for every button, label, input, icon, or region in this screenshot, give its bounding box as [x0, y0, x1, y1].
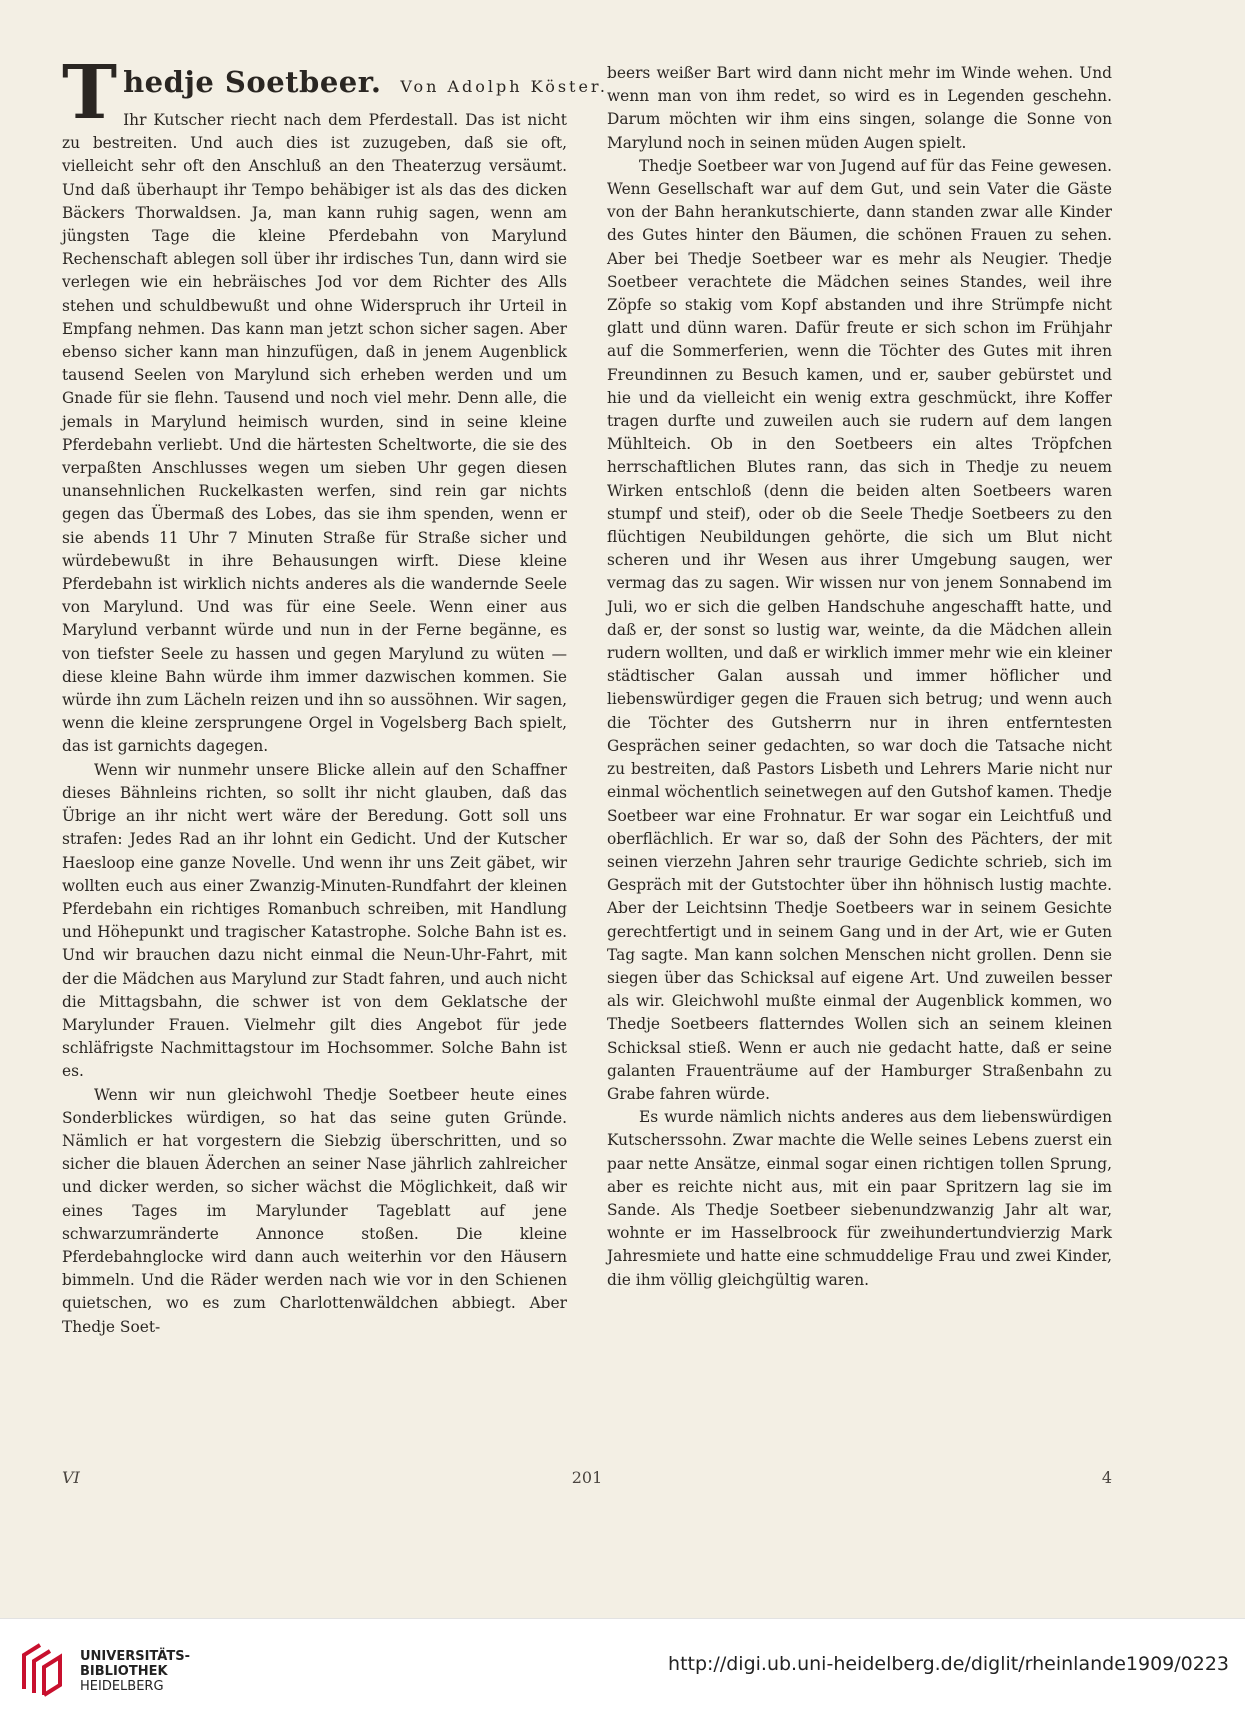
library-name: UNIVERSITÄTS- BIBLIOTHEK HEIDELBERG [80, 1649, 190, 1694]
right-column [607, 62, 1112, 1292]
gathering-number: 4 [1101, 1468, 1112, 1487]
drop-cap: T [62, 50, 118, 136]
paragraph: Es wurde nämlich nichts anderes aus dem liebenswürdigen Kutscherssohn. Zwar machte die Welle seines Lebens zuerst ein paar nette Ansätze, einmal sogar einen richtigen tollen Sprung, aber es reichte nicht aus, mit ein paar Spritzern lag sie im Sande. Als Thedje Soetbeer siebenundzwanzig Jahr alt war, wohnte er im Hasselbroock für zweihundertundvierzig Mark Jahresmiete und hatte eine schmuddelige Frau und zwei Kinder, die ihm völlig gleichgültig waren. [607, 1108, 1112, 1289]
library-bar [0, 1618, 1245, 1719]
article-heading [62, 50, 608, 136]
paragraph: beers weißer Bart wird dann nicht mehr im Winde wehen. Und wenn man von ihm redet, so wird es in Legenden geschehn. Darum möchten wir ihm eins singen, solange die Sonne von Marylund noch in seinen müden Augen spielt. [607, 64, 1112, 152]
article-title: hedje Soetbeer. [123, 65, 382, 99]
paragraph: Ihr Kutscher riecht nach dem Pferdestall. Das ist nicht zu bestreiten. Und auch dies ist zuzugeben, daß sie oft, vielleicht sehr oft den Anschluß an den Theaterzug versäumt. Und daß überhaupt ihr Tempo behäbiger ist als das des dicken Bäckers Thorwaldsen. Ja, man kann ruhig sagen, wenn am jüngsten Tage die kleine Pferdebahn von Marylund Rechenschaft ablegen soll über ihr irdisches Tun, dann wird sie verlegen wie ein hebräisches Jod vor dem Richter des Alls stehen und schuldbewußt und ohne Widerspruch ihr Urteil in Empfang nehmen. Das kann man jetzt schon sicher sagen. Aber ebenso sicher kann man hinzufügen, daß in jenem Augenblick tausend Seelen von Marylund sich erheben werden und um Gnade für sie flehn. Tausend und noch viel mehr. Denn alle, die jemals in Marylund heimisch wurden, sind in seine kleine Pferdebahn verliebt. Und die härtesten Scheltworte, die sie des verpaßten Anschlusses wegen um sieben Uhr gegen diesen unansehnlichen Ruckelkasten werfen, sind rein gar nichts gegen das Übermaß des Lobes, das sie ihm spenden, wenn er sie abends 11 Uhr 7 Minuten Straße für Straße sicher und würdebewußt in ihre Behausungen wirft. Diese kleine Pferdebahn ist wirklich nichts anderes als die wandernde Seele von Marylund. Und was für eine Seele. Wenn einer aus Marylund verbannt würde und nun in der Ferne begänne, es von tiefster Seele zu hassen und gegen Marylund zu wüten — diese kleine Bahn würde ihm immer dazwischen kommen. Sie würde ihn zum Lächeln reizen und ihn so aussöhnen. Wir sagen, wenn die kleine zersprungene Orgel in Vogelsberg Bach spielt, das ist garnichts dagegen. [62, 111, 567, 756]
page-footer [62, 1468, 1112, 1498]
page-number: 201 [571, 1468, 603, 1487]
article-byline: Von Adolph Köster. [400, 77, 608, 96]
paragraph: Wenn wir nun gleichwohl Thedje Soetbeer heute eines Sonderblickes würdigen, so hat das seine guten Gründe. Nämlich er hat vorgestern die Siebzig überschritten, und so sicher die blauen Äderchen an seiner Nase jährlich zahlreicher und dicker werden, so sicher wächst die Möglichkeit, daß wir eines Tages im Marylunder Tageblatt auf jene schwarzumränderte Annonce stoßen. Die kleine Pferdebahnglocke wird dann auch weiterhin vor den Häusern bimmeln. Und die Räder werden nach wie vor in den Schienen quietschen, wo es zum Charlottenwäldchen abbiegt. Aber Thedje Soet- [62, 1085, 567, 1336]
library-logo-icon [16, 1641, 68, 1697]
signature-mark: VI [62, 1468, 80, 1487]
permalink-url[interactable]: http://digi.ub.uni-heidelberg.de/diglit/rheinlande1909/0223 [668, 1653, 1229, 1675]
left-column [62, 50, 608, 1339]
paragraph: Wenn wir nunmehr unsere Blicke allein auf den Schaffner dieses Bähnleins richten, so sollt ihr nicht glauben, daß das Übrige an ihr nicht wert wäre der Beredung. Gott soll uns strafen: Jedes Rad an ihr lohnt ein Gedicht. Und der Kutscher Haesloop eine ganze Novelle. Und wenn ihr uns Zeit gäbet, wir wollten euch aus einer Zwanzig-Minuten-Rundfahrt der kleinen Pferdebahn ein richtiges Romanbuch schreiben, mit Handlung und Höhepunkt und tragischer Katastrophe. Solche Bahn ist es. Und wir brauchen dazu nicht einmal die Neun-Uhr-Fahrt, mit der die Mädchen aus Marylund zur Stadt fahren, und auch nicht die Mittagsbahn, die schwer ist von dem Geklatsche der Marylunder Frauen. Vielmehr gilt dies Angebot für jede schläfrigste Nachmittagstour im Hochsommer. Solche Bahn ist es. [62, 760, 567, 1081]
paragraph: Thedje Soetbeer war von Jugend auf für das Feine gewesen. Wenn Gesellschaft war auf dem Gut, und sein Vater die Gäste von der Bahn herankutschierte, dann standen zwar alle Kinder des Gutes hinter den Bäumen, die schönen Frauen zu sehen. Aber bei Thedje Soetbeer war es mehr als Neugier. Thedje Soetbeer verachtete die Mädchen seines Standes, weil ihre Zöpfe so stakig vom Kopf abstanden und ihre Strümpfe nicht glatt und dünn waren. Dafür freute er sich schon im Frühjahr auf die Sommerferien, wenn die Töchter des Gutes mit ihren Freundinnen zu Besuch kamen, und er, sauber gebürstet und hie und da vielleicht ein wenig extra geschmückt, ihre Koffer tragen durfte und zuweilen auch sie rudern auf dem langen Mühlteich. Ob in den Soetbeers ein altes Tröpfchen herrschaftlichen Blutes rann, das sich in Thedje zu neuem Wirken entschloß (denn die beiden alten Soetbeers waren stumpf und steif), oder ob die Seele Thedje Soetbeers zu den flüchtigen Neubildungen gehörte, die sich um Blut nicht scheren und ihr Wesen aus ihrer Umgebung saugen, wer vermag das zu sagen. Wir wissen nur von jenem Sonnabend im Juli, wo er sich die gelben Handschuhe angeschafft hatte, und daß er, der sonst so lustig war, weinte, da die Mädchen allein rudern wollten, und daß er wirklich immer mehr wie ein kleiner städtischer Galan aussah und immer höflicher und liebenswürdiger gegen die Frauen sich betrug; und wenn auch die Töchter des Gutsherrn nur in ihren entferntesten Gesprächen seiner gedachten, so war doch die Tatsache nicht zu bestreiten, daß Pastors Lisbeth und Lehrers Marie nicht nur einmal wöchentlich seinetwegen auf den Gutshof kamen. Thedje Soetbeer war eine Frohnatur. Er war sogar ein Leichtfuß und oberflächlich. Er war so, daß der Sohn des Pächters, der mit seinen vierzehn Jahren sehr traurige Gedichte schrieb, sich im Gespräch mit der Gutstochter über ihn höhnisch lustig machte. Aber der Leichtsinn Thedje Soetbeers war in seinem Gesichte gerechtfertigt und in seinem Gang und in der Art, wie er Guten Tag sagte. Man kann solchen Menschen nicht grollen. Denn sie siegen über das Schicksal auf eigene Art. Und zuweilen besser als wir. Gleichwohl mußte einmal der Augenblick kommen, wo Thedje Soetbeers flatterndes Wollen sich an seinem kleinen Schicksal stieß. Wenn er auch nie gedacht hatte, daß er seine galanten Frauenträume auf der Hamburger Straßenbahn zu Grabe fahren würde. [607, 156, 1112, 1103]
